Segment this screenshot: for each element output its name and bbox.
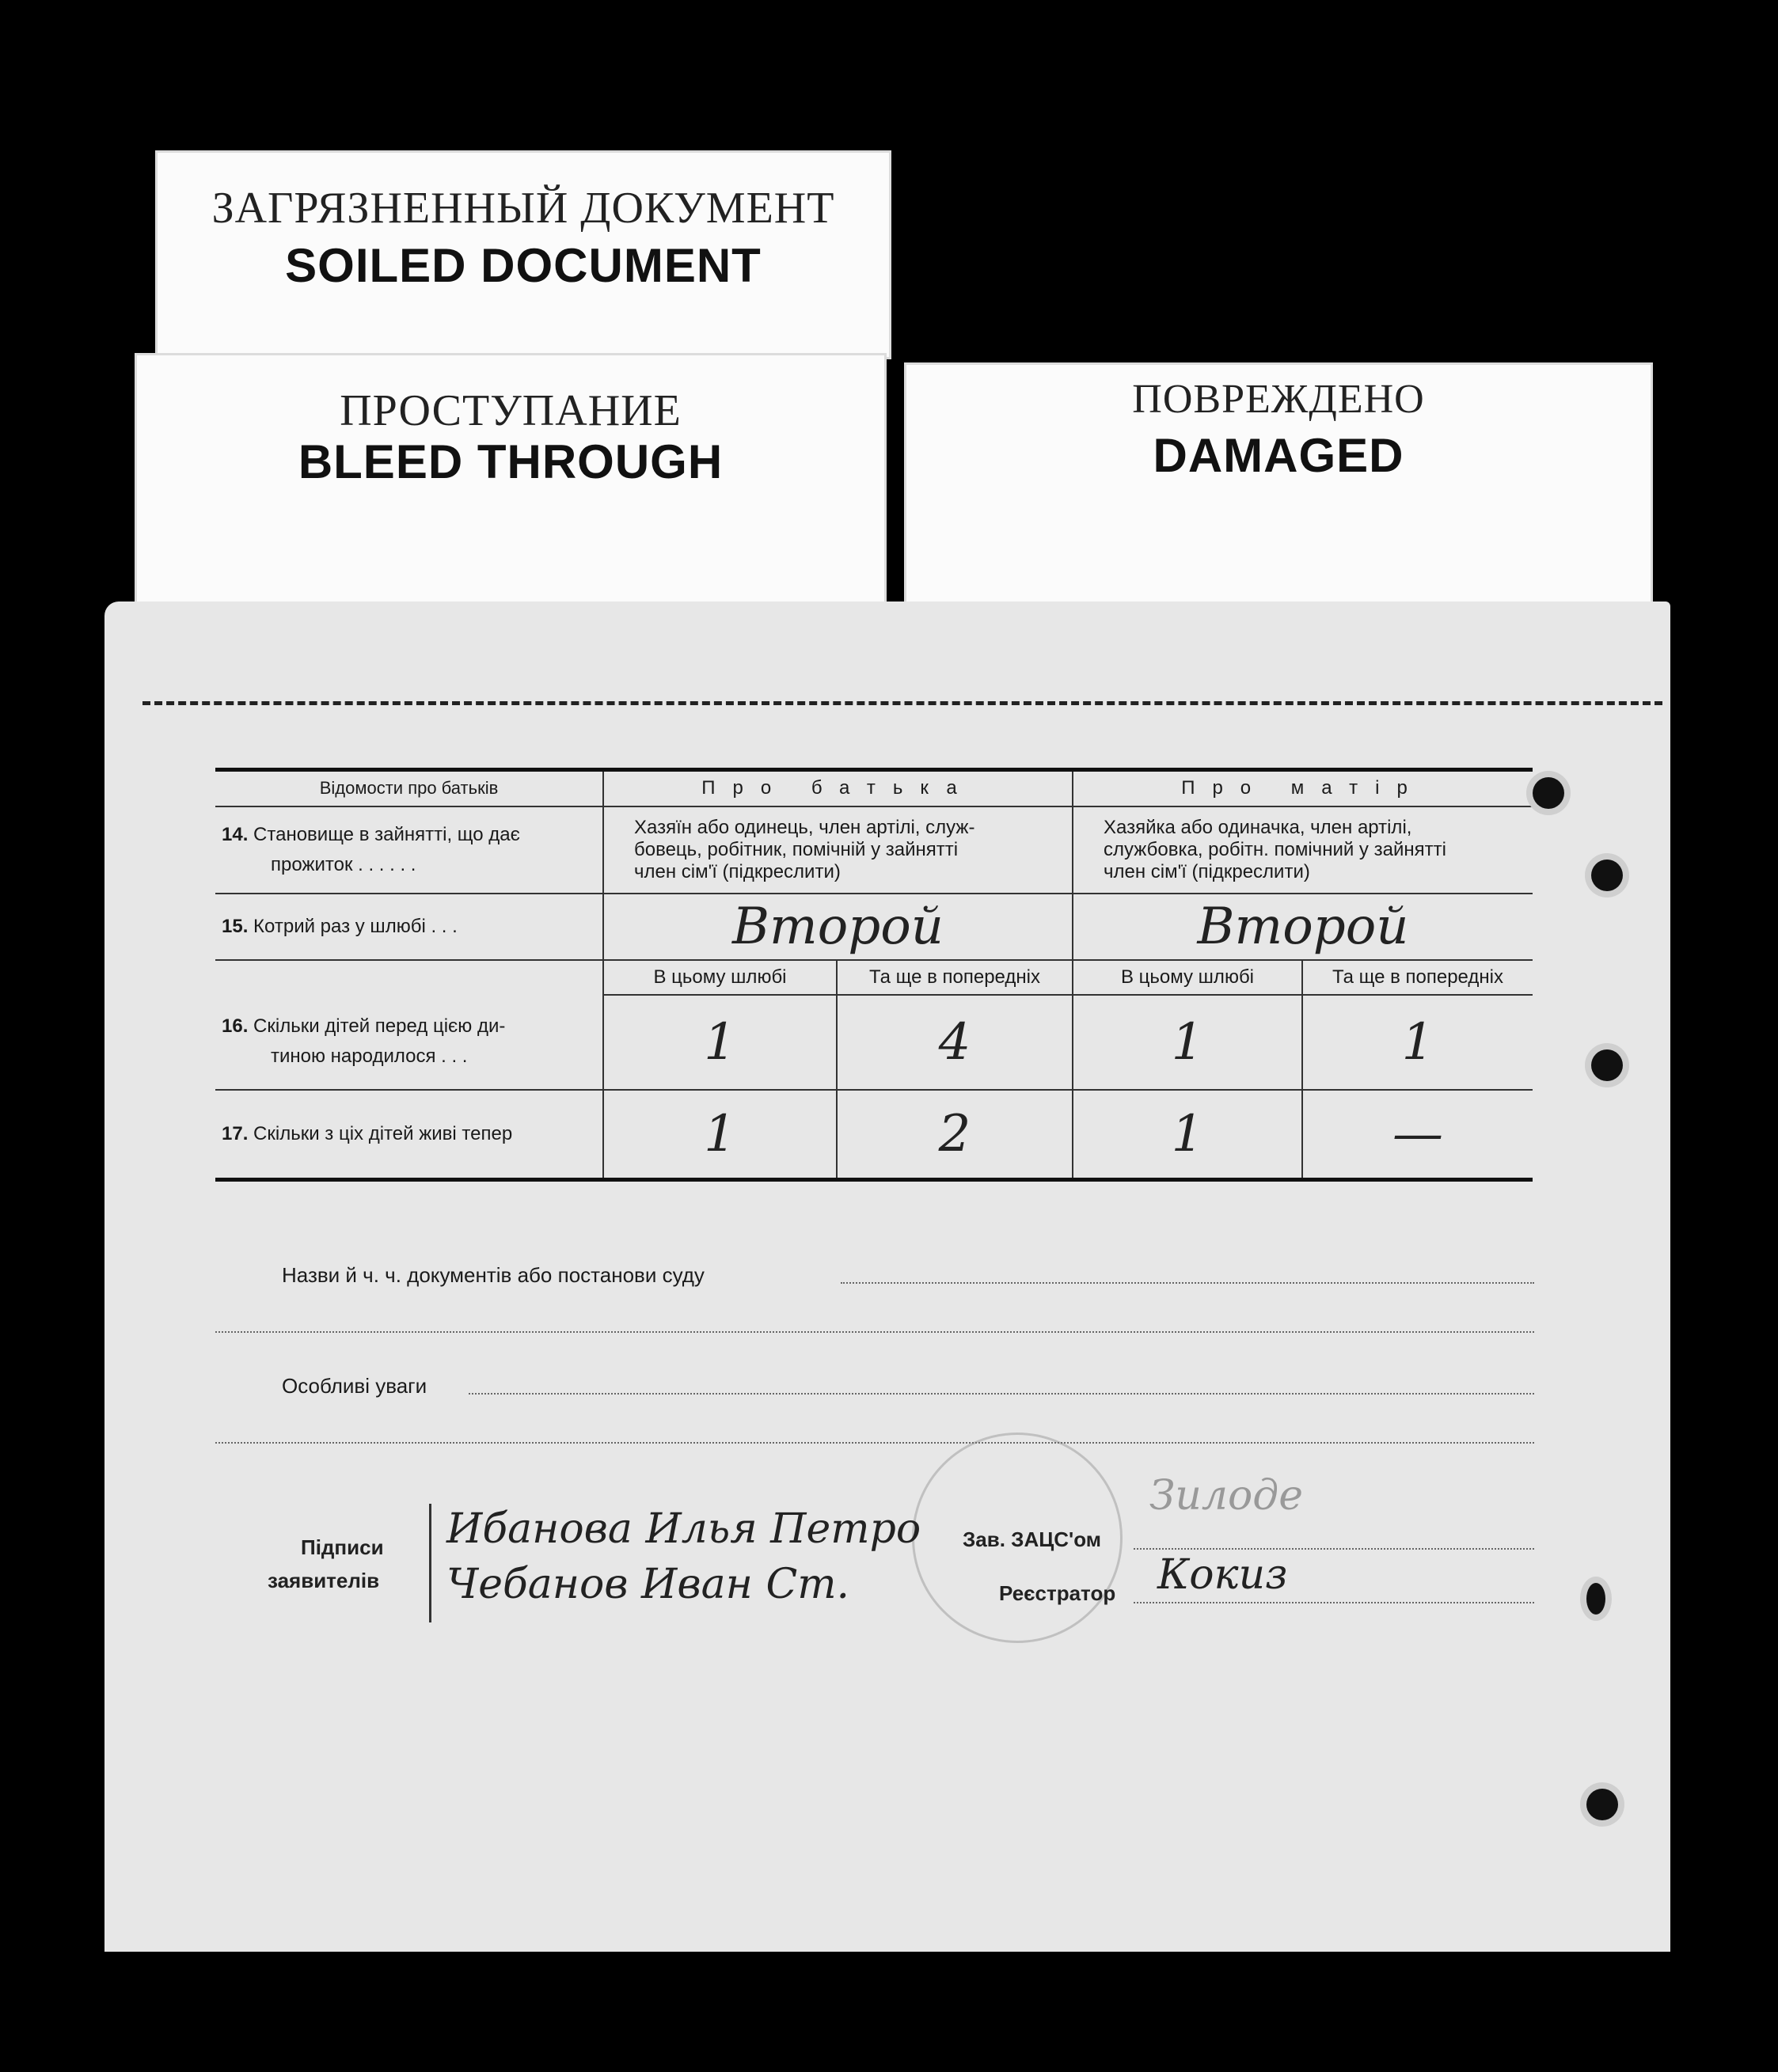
row17-mother-previous: — [1302,1090,1533,1180]
notes-line [469,1393,1534,1395]
row17-father-previous: 2 [837,1090,1073,1180]
row16-label [215,995,603,1090]
row16-label-line2: тиною народилося . . . [271,1045,468,1067]
registration-form-sheet [104,601,1670,1952]
registrar-signature: Кокиз [1157,1551,1288,1599]
mother-previous-head: Та ще в попередніх [1302,960,1533,995]
row16-mother-this: 1 [1073,995,1302,1090]
row14-label-line2: прожиток . . . . . . [271,853,416,875]
father-previous-head: Та ще в попередніх [837,960,1073,995]
damaged-label-ru: ПОВРЕЖДЕНО [1132,377,1425,422]
row14-mother-line3: член сім'ї (підкреслити) [1104,860,1310,882]
row14-mother-line1: Хазяйка або одиначка, член артілі, [1104,816,1412,838]
row16-father-this: 1 [603,995,837,1090]
header-mother: Про матір [1073,770,1533,806]
header-parents: Відомости про батьків [215,770,603,806]
perforation-line [142,701,1662,705]
parents-info-table [215,768,1533,1182]
row17-num: 17. [222,1122,249,1144]
row15-father-value: Второй [603,894,1073,960]
bleed-label-en: BLEED THROUGH [298,435,724,488]
row17-father-this: 1 [603,1090,837,1180]
row15-label-text: Котрий раз у шлюбі . . . [253,915,458,937]
signatures-label-line1: Підписи [301,1535,384,1559]
documents-label: Назви й ч. ч. документів або постанови суду [282,1263,705,1287]
table-row [215,995,1533,1090]
table-row [215,806,1533,894]
father-this-marriage-head: В цьому шлюбі [603,960,837,995]
row16-father-previous: 4 [837,995,1073,1090]
subheader-empty [215,960,603,995]
row17-label [215,1090,603,1180]
head-zags-signature: Зилоде [1149,1472,1304,1520]
documents-line-2 [215,1331,1534,1333]
subheader-row [215,960,1533,995]
binder-hole [1586,1583,1605,1615]
row14-num: 14. [222,823,249,845]
applicant-signature-2: Чебанов Иван Ст. [446,1561,850,1608]
row15-mother-value: Второй [1073,894,1533,960]
notes-label: Особливі уваги [282,1374,427,1398]
head-zags-line [1134,1548,1534,1550]
row14-mother [1073,806,1533,894]
row14-father [603,806,1073,894]
table-header-row [215,770,1533,806]
signatures-label-line2: заявителів [268,1569,380,1592]
row16-label-line1: Скільки дітей перед цією ди- [253,1015,506,1037]
bleed-label-ru: ПРОСТУПАНИЕ [340,386,682,435]
notes-line-2 [215,1442,1534,1444]
binder-hole [1533,777,1564,809]
bleed-through-card [135,353,887,611]
row14-father-line1: Хазяїн або одинець, член артілі, служ- [634,816,975,838]
row17-mother-this: 1 [1073,1090,1302,1180]
row15-label [215,894,603,960]
row14-label-line1: Становище в зайнятті, що дає [253,823,520,845]
binder-hole [1586,1789,1618,1820]
row15-num: 15. [222,915,249,937]
row14-father-line2: бовець, робітник, помічній у зайнятті [634,838,959,860]
row14-mother-line2: службовка, робітн. помічний у зайнятті [1104,838,1446,860]
row16-num: 16. [222,1015,249,1037]
soiled-label-ru: ЗАГРЯЗНЕННЫЙ ДОКУМЕНТ [211,184,835,233]
mother-this-marriage-head: В цьому шлюбі [1073,960,1302,995]
table-row [215,1090,1533,1180]
soiled-label-en: SOILED DOCUMENT [285,239,762,292]
documents-line [841,1282,1534,1284]
signatures-bracket [429,1504,431,1622]
damaged-label-en: DAMAGED [1153,429,1404,482]
applicant-signature-1: Ибанова Илья Петро [446,1505,921,1553]
damaged-card [904,362,1653,605]
soiled-document-card [155,150,891,359]
row14-father-line3: член сім'ї (підкреслити) [634,860,841,882]
registrar-line [1134,1602,1534,1603]
head-zags-label: Зав. ЗАЦС'ом [963,1527,1101,1551]
row17-label-text: Скільки з ціх дітей живі тепер [253,1122,513,1144]
registrar-label: Реєстратор [999,1581,1116,1605]
header-father: Про батька [603,770,1073,806]
row16-mother-previous: 1 [1302,995,1533,1090]
binder-hole [1591,860,1623,891]
binder-hole [1591,1049,1623,1081]
table-row [215,894,1533,960]
row14-label [215,806,603,894]
